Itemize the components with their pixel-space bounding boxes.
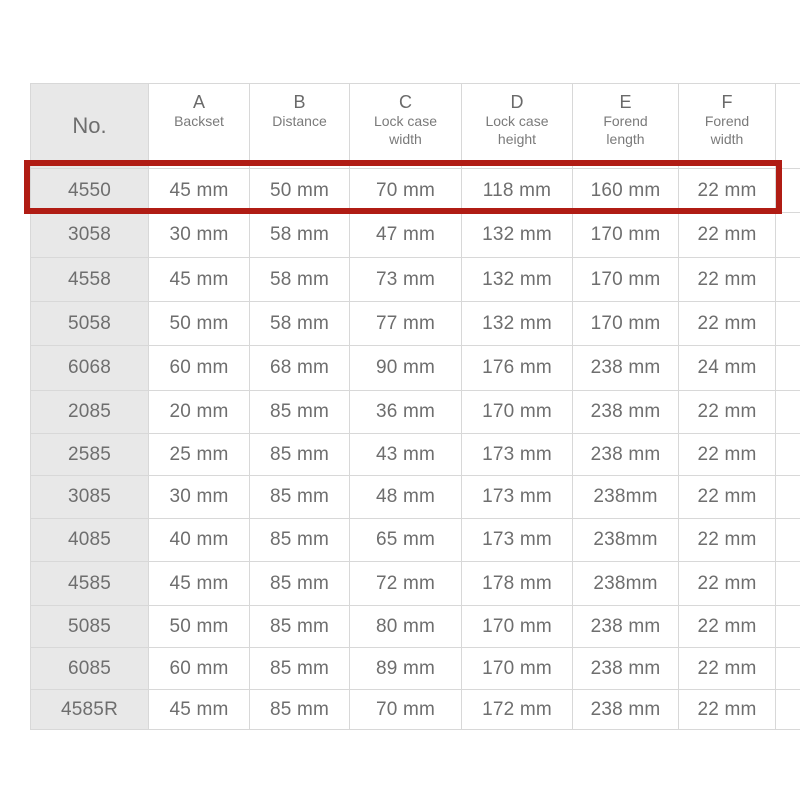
table-cell-empty: [776, 690, 800, 730]
table-header: [31, 84, 800, 169]
table-cell: 238 mm: [573, 434, 679, 476]
model-number-cell: 2585: [31, 434, 149, 476]
table-cell: 45 mm: [149, 169, 250, 213]
table-cell: 22 mm: [679, 648, 776, 690]
model-number-cell: 4550: [31, 169, 149, 213]
table-cell: 70 mm: [350, 690, 462, 730]
table-cell-empty: [776, 519, 800, 562]
model-number-cell: 4558: [31, 258, 149, 302]
table-cell-empty: [776, 606, 800, 648]
table-cell-empty: [776, 213, 800, 258]
table-cell: 238mm: [573, 476, 679, 519]
table-cell: 238 mm: [573, 391, 679, 434]
table-cell: 85 mm: [250, 648, 350, 690]
table-cell: 45 mm: [149, 562, 250, 606]
table-cell: 22 mm: [679, 391, 776, 434]
header-letter: E: [619, 92, 632, 112]
table-cell: 85 mm: [250, 606, 350, 648]
table-cell: 58 mm: [250, 258, 350, 302]
table-cell-empty: [776, 258, 800, 302]
table-cell: 73 mm: [350, 258, 462, 302]
table-cell: 50 mm: [149, 302, 250, 346]
model-number-cell: 4585R: [31, 690, 149, 730]
model-number-cell: 4585: [31, 562, 149, 606]
header-f: [679, 84, 776, 169]
table-cell: 58 mm: [250, 213, 350, 258]
model-number-cell: 4085: [31, 519, 149, 562]
table-cell: 238 mm: [573, 648, 679, 690]
table-cell: 118 mm: [462, 169, 573, 213]
table-cell: 85 mm: [250, 690, 350, 730]
table-row: [31, 258, 800, 302]
header-letter: C: [399, 92, 412, 112]
table-cell: 30 mm: [149, 476, 250, 519]
table-row: [31, 434, 800, 476]
table-cell: 43 mm: [350, 434, 462, 476]
table-cell: 170 mm: [573, 302, 679, 346]
model-number-cell: 2085: [31, 391, 149, 434]
table-cell: 172 mm: [462, 690, 573, 730]
table-row: [31, 391, 800, 434]
table-cell-empty: [776, 434, 800, 476]
table-cell: 85 mm: [250, 434, 350, 476]
table-cell: 60 mm: [149, 346, 250, 391]
table-cell: 22 mm: [679, 690, 776, 730]
table-cell: 89 mm: [350, 648, 462, 690]
model-number-cell: 5058: [31, 302, 149, 346]
header-extra: [776, 84, 800, 169]
table-cell: 45 mm: [149, 258, 250, 302]
table-cell: 170 mm: [573, 213, 679, 258]
header-name: Backset: [174, 113, 224, 129]
table-cell: 47 mm: [350, 213, 462, 258]
table-row: [31, 690, 800, 730]
table-cell: 132 mm: [462, 302, 573, 346]
header-e: [573, 84, 679, 169]
table-cell: 65 mm: [350, 519, 462, 562]
table-cell: 132 mm: [462, 213, 573, 258]
table-cell: 178 mm: [462, 562, 573, 606]
table-row: [31, 476, 800, 519]
table-cell: 70 mm: [350, 169, 462, 213]
table-row: [31, 302, 800, 346]
table-cell-empty: [776, 346, 800, 391]
table-row: [31, 606, 800, 648]
table-cell: 173 mm: [462, 434, 573, 476]
header-no: No.: [31, 84, 149, 169]
table-cell: 22 mm: [679, 302, 776, 346]
table-cell: 160 mm: [573, 169, 679, 213]
table-cell: 85 mm: [250, 519, 350, 562]
table-cell: 30 mm: [149, 213, 250, 258]
header-letter: A: [192, 92, 205, 112]
table-cell: 20 mm: [149, 391, 250, 434]
table-cell: 80 mm: [350, 606, 462, 648]
header-name: Forend width: [704, 113, 750, 147]
table-cell: 72 mm: [350, 562, 462, 606]
header-letter: D: [510, 92, 524, 112]
table-body: [31, 169, 800, 730]
table-cell: 25 mm: [149, 434, 250, 476]
table-cell: 238 mm: [573, 346, 679, 391]
header-name: Forend length: [603, 113, 648, 147]
table-cell: 170 mm: [462, 606, 573, 648]
model-number-cell: 3058: [31, 213, 149, 258]
table-cell: 24 mm: [679, 346, 776, 391]
table-cell: 68 mm: [250, 346, 350, 391]
lock-spec-table: [30, 83, 800, 730]
table-cell: 22 mm: [679, 476, 776, 519]
table-cell: 45 mm: [149, 690, 250, 730]
table-cell: 170 mm: [573, 258, 679, 302]
table-cell: 176 mm: [462, 346, 573, 391]
model-number-cell: 3085: [31, 476, 149, 519]
header-name: Distance: [272, 113, 327, 129]
model-number-cell: 6085: [31, 648, 149, 690]
table-row: [31, 562, 800, 606]
table-cell: 50 mm: [250, 169, 350, 213]
header-c: [350, 84, 462, 169]
table-row: [31, 519, 800, 562]
table-cell: 238mm: [573, 519, 679, 562]
model-number-cell: 6068: [31, 346, 149, 391]
table-cell: 40 mm: [149, 519, 250, 562]
table-cell: 60 mm: [149, 648, 250, 690]
table-cell: 238mm: [573, 562, 679, 606]
table-cell: 36 mm: [350, 391, 462, 434]
table-cell: 58 mm: [250, 302, 350, 346]
table-cell: 170 mm: [462, 391, 573, 434]
header-name: Lock case width: [373, 113, 438, 147]
table-cell: 48 mm: [350, 476, 462, 519]
header-letter: B: [293, 92, 306, 112]
table-cell: 22 mm: [679, 606, 776, 648]
header-a: [149, 84, 250, 169]
table-cell: 170 mm: [462, 648, 573, 690]
table-row: [31, 169, 800, 213]
table-cell: 22 mm: [679, 519, 776, 562]
table-cell: 85 mm: [250, 391, 350, 434]
table-row: [31, 346, 800, 391]
table-cell-empty: [776, 169, 800, 213]
table-cell: 50 mm: [149, 606, 250, 648]
table-cell: 22 mm: [679, 213, 776, 258]
table-cell: 85 mm: [250, 476, 350, 519]
table-row: [31, 648, 800, 690]
header-d: [462, 84, 573, 169]
table-cell: 173 mm: [462, 476, 573, 519]
table-cell-empty: [776, 391, 800, 434]
table-cell-empty: [776, 648, 800, 690]
table-cell: 90 mm: [350, 346, 462, 391]
table-cell: 22 mm: [679, 562, 776, 606]
table-cell-empty: [776, 476, 800, 519]
table-cell: 132 mm: [462, 258, 573, 302]
header-letter: F: [721, 92, 733, 112]
table-cell: 77 mm: [350, 302, 462, 346]
model-number-cell: 5085: [31, 606, 149, 648]
table-cell-empty: [776, 302, 800, 346]
table-cell: 173 mm: [462, 519, 573, 562]
table-cell: 22 mm: [679, 169, 776, 213]
table-cell-empty: [776, 562, 800, 606]
table-cell: 85 mm: [250, 562, 350, 606]
table-cell: 238 mm: [573, 606, 679, 648]
table-cell: 22 mm: [679, 434, 776, 476]
table-cell: 22 mm: [679, 258, 776, 302]
header-name: Lock case height: [485, 113, 549, 147]
table-cell: 238 mm: [573, 690, 679, 730]
header-b: [250, 84, 350, 169]
table-row: [31, 213, 800, 258]
